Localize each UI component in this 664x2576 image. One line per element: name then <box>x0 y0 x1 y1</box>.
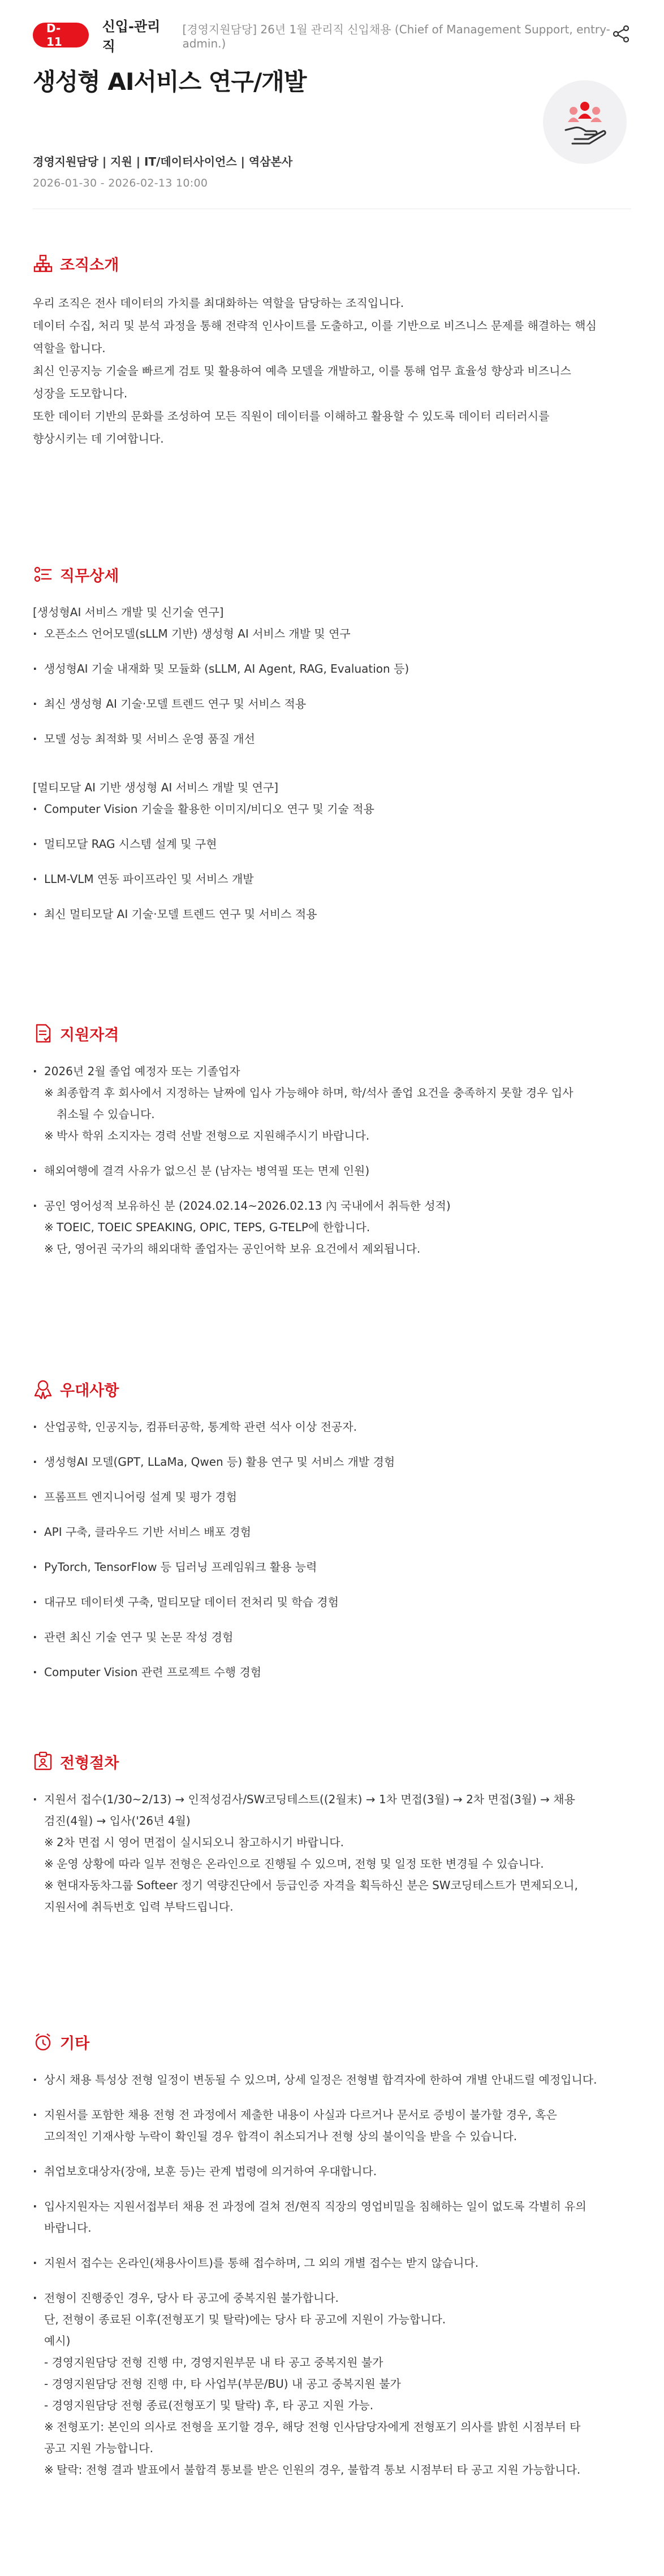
note-line: 지원서에 취득번호 입력 부탁드립니다. <box>44 1900 234 1913</box>
etc-line: · 전형이 진행중인 경우, 당사 타 공고에 중복지원 불가합니다. <box>44 2291 339 2305</box>
duty-group-heading: [멀티모달 AI 기반 생성형 AI 서비스 개발 및 연구] <box>33 781 279 794</box>
section-org <box>33 252 631 450</box>
org-line: 또한 데이터 기반의 문화를 조성하여 모든 직원이 데이터를 이해하고 활용할 수 있도록 데이터 리터러시를 <box>33 409 550 423</box>
dday-badge: D-11 <box>33 23 89 47</box>
qualification-note <box>33 1082 631 1125</box>
process-note: ※ 2차 면접 시 영어 면접이 실시되오니 참고하시기 바랍니다. <box>33 1832 631 1853</box>
duty-group-heading: [생성형AI 서비스 개발 및 신기술 연구] <box>33 605 224 619</box>
etc-item: · 상시 채용 특성상 전형 일정이 변동될 수 있으며, 상세 일정은 전형별 합격자에 한하여 개별 안내드릴 예정입니다. <box>33 2069 631 2090</box>
page-title: 생성형 AI서비스 연구/개발 <box>33 68 307 96</box>
org-line: 최신 인공지능 기술을 빠르게 검토 및 활용하여 예측 모델을 개발하고, 이를 통해 업무 효율성 향상과 비즈니스 <box>33 364 571 378</box>
duty-item: · 최신 멀티모달 AI 기술·모델 트렌드 연구 및 서비스 적용 <box>33 903 631 925</box>
org-chart-icon <box>33 253 53 274</box>
etc-line: · 지원서를 포함한 채용 전형 전 과정에서 제출한 내용이 사실과 다르거나 문서로 증빙이 불가할 경우, 혹은 <box>44 2108 557 2122</box>
org-line: 데이터 수집, 처리 및 분석 과정을 통해 전략적 인사이트를 도출하고, 이를 기반으로 비즈니스 문제를 해결하는 핵심 <box>33 319 597 332</box>
section-header <box>33 2031 631 2053</box>
process-line: 검진(4월) → 입사('26년 4월) <box>44 1814 191 1828</box>
section-header <box>33 252 631 275</box>
job-category: 신입-관리직 <box>102 19 161 54</box>
example-line: - 경영지원담당 전형 진행 中, 경영지원부문 내 타 공고 중복지원 불가 <box>44 2356 383 2369</box>
etc-line: 바랍니다. <box>44 2221 92 2235</box>
team-hand-graphic <box>558 95 612 149</box>
section-qualifications <box>33 1022 631 1259</box>
section-body <box>33 1060 631 1259</box>
section-title: 우대사항 <box>60 1382 119 1400</box>
section-title: 직무상세 <box>60 567 119 585</box>
section-body <box>33 601 631 925</box>
note-line: ※ 현대자동차그룹 Softeer 정기 역량진단에서 등급인증 자격을 획득하신 분은 SW코딩테스트가 면제되오니, <box>57 1878 578 1892</box>
note-line: 공고 지원 가능합니다. <box>44 2441 153 2455</box>
qualification-item: · 해외여행에 결격 사유가 없으신 분 (남자는 병역필 또는 면제 인원) <box>33 1160 631 1181</box>
posting-subtitle: [경영지원담당] 26년 1월 관리직 신입채용 (Chief of Management Support, entry-admin.) <box>182 22 610 50</box>
qualification-note: ※ 박사 학위 소지자는 경력 선발 전형으로 지원해주시기 바랍니다. <box>33 1125 631 1146</box>
section-header <box>33 1378 631 1400</box>
etc-line: 단, 전형이 종료된 이후(전형포기 및 탈락)에는 당사 타 공고에 지원이 가능합니다. <box>44 2313 446 2326</box>
qualification-note: ※ TOEIC, TOEIC SPEAKING, OPIC, TEPS, G-TELP에 한합니다. <box>33 1216 631 1238</box>
section-process <box>33 1750 631 1917</box>
section-preferred <box>33 1378 631 1683</box>
department-info: 경영지원담당 | 지원 | IT/데이터사이언스 | 역삼본사 <box>33 155 293 168</box>
section-header <box>33 563 631 586</box>
process-item <box>33 1789 631 1832</box>
org-line: 역할을 합니다. <box>33 341 106 355</box>
qualification-note: ※ 단, 영어권 국가의 해외대학 졸업자는 공인어학 보유 요건에서 제외됩니다. <box>33 1238 631 1259</box>
example-line: - 경영지원담당 전형 진행 中, 타 사업부(부문/BU) 내 공고 중복지원 불가 <box>44 2377 401 2391</box>
duty-item: · 오픈소스 언어모델(sLLM 기반) 생성형 AI 서비스 개발 및 연구 <box>33 623 631 644</box>
document-check-icon <box>33 1023 53 1044</box>
tasks-icon <box>33 564 53 585</box>
etc-note <box>33 2416 631 2438</box>
share-icon[interactable] <box>611 24 631 44</box>
qualification-item: · 2026년 2월 졸업 예정자 또는 기졸업자 <box>33 1060 631 1082</box>
note-line: ※ 전형포기: 본인의 의사로 전형을 포기할 경우, 해당 전형 인사담당자에게 전형포기 의사를 밝힌 시점부터 타 <box>57 2420 581 2434</box>
qualification-item: · 공인 영어성적 보유하신 분 (2024.02.14~2026.02.13 內 국내에서 취득한 성적) <box>33 1195 631 1216</box>
preferred-item: · 생성형AI 모델(GPT, LLaMa, Qwen 등) 활용 연구 및 서비스 개발 경험 <box>33 1451 631 1473</box>
preferred-item: · API 구축, 클라우드 기반 서비스 배포 경험 <box>33 1521 631 1543</box>
section-etc <box>33 2031 631 2480</box>
etc-item <box>33 2104 631 2147</box>
preferred-item: · Computer Vision 관련 프로젝트 수행 경험 <box>33 1661 631 1683</box>
org-line: 성장을 도모합니다. <box>33 387 128 400</box>
etc-item: · 지원서 접수는 온라인(채용사이트)를 통해 접수하며, 그 외의 개별 접수는 받지 않습니다. <box>33 2252 631 2274</box>
etc-note: ※ 탈락: 전형 결과 발표에서 불합격 통보를 받은 인원의 경우, 불합격 통보 시점부터 타 공고 지원 가능합니다. <box>33 2459 631 2480</box>
etc-item <box>33 2287 631 2416</box>
etc-line: 고의적인 기재사항 누락이 확인될 경우 합격이 취소되거나 전형 상의 불이익을 받을 수 있습니다. <box>44 2129 518 2143</box>
preferred-item: · 프롬프트 엔지니어링 설계 및 평가 경험 <box>33 1486 631 1508</box>
section-title: 조직소개 <box>60 256 119 274</box>
note-line: 취소될 수 있습니다. <box>57 1107 155 1121</box>
section-body <box>33 1416 631 1683</box>
etc-line: · 입사지원자는 지원서접부터 채용 전 과정에 걸쳐 전/현직 직장의 영업비밀을 침해하는 일이 없도록 각별히 유의 <box>44 2200 587 2213</box>
section-title: 전형절차 <box>60 1754 119 1772</box>
duty-item: · Computer Vision 기술을 활용한 이미지/비디오 연구 및 기술 적용 <box>33 798 631 820</box>
preferred-item: · 관련 최신 기술 연구 및 논문 작성 경험 <box>33 1626 631 1648</box>
preferred-item: · PyTorch, TensorFlow 등 딥러닝 프레임워크 활용 능력 <box>33 1556 631 1578</box>
section-body <box>33 2069 631 2480</box>
duty-item: · 생성형AI 기술 내재화 및 모듈화 (sLLM, AI Agent, RAG, Evaluation 등) <box>33 658 631 679</box>
ribbon-icon <box>33 1379 53 1399</box>
note-line: ※ 최종합격 후 회사에서 지정하는 날짜에 입사 가능해야 하며, 학/석사 졸업 요건을 충족하지 못할 경우 입사 <box>57 1086 574 1099</box>
org-line: 향상시키는 데 기여합니다. <box>33 432 164 445</box>
section-duties <box>33 563 631 925</box>
duty-item: · LLM-VLM 연동 파이프라인 및 서비스 개발 <box>33 868 631 890</box>
section-header <box>33 1022 631 1045</box>
duty-item: · 최신 생성형 AI 기술·모델 트렌드 연구 및 서비스 적용 <box>33 693 631 715</box>
process-note <box>33 1874 631 1896</box>
preferred-item: · 대규모 데이터셋 구축, 멀티모달 데이터 전처리 및 학습 경험 <box>33 1591 631 1613</box>
section-header <box>33 1750 631 1773</box>
section-body <box>33 292 631 450</box>
header-top-row <box>33 19 631 54</box>
process-line: · 지원서 접수(1/30~2/13) → 인적성검사/SW코딩테스트((2월末) → 1차 면접(3월) → 2차 면접(3월) → 채용 <box>44 1793 575 1806</box>
org-line: 우리 조직은 전사 데이터의 가치를 최대화하는 역할을 담당하는 조직입니다. <box>33 296 404 310</box>
process-note: ※ 운영 상황에 따라 일부 전형은 온라인으로 진행될 수 있으며, 전형 및 일정 또한 변경될 수 있습니다. <box>33 1853 631 1874</box>
duty-item: · 모델 성능 최적화 및 서비스 운영 품질 개선 <box>33 728 631 750</box>
etc-item <box>33 2196 631 2239</box>
section-body <box>33 1789 631 1917</box>
section-title: 지원자격 <box>60 1026 119 1044</box>
example-label: 예시) <box>44 2334 71 2348</box>
posting-header <box>33 0 631 209</box>
duty-item: · 멀티모달 RAG 시스템 설계 및 구현 <box>33 833 631 855</box>
preferred-item: · 산업공학, 인공지능, 컴퓨터공학, 통계학 관련 석사 이상 전공자. <box>33 1416 631 1438</box>
example-line: - 경영지원담당 전형 종료(전형포기 및 탈락) 후, 타 공고 지원 가능. <box>44 2399 374 2412</box>
section-title: 기타 <box>60 2034 90 2053</box>
etc-item: · 취업보호대상자(장애, 보훈 등)는 관계 법령에 의거하여 우대합니다. <box>33 2161 631 2182</box>
team-hand-icon <box>543 80 627 164</box>
process-board-icon <box>33 1751 53 1772</box>
application-period: 2026-01-30 - 2026-02-13 10:00 <box>33 177 208 189</box>
etc-alarm-icon <box>33 2032 53 2052</box>
